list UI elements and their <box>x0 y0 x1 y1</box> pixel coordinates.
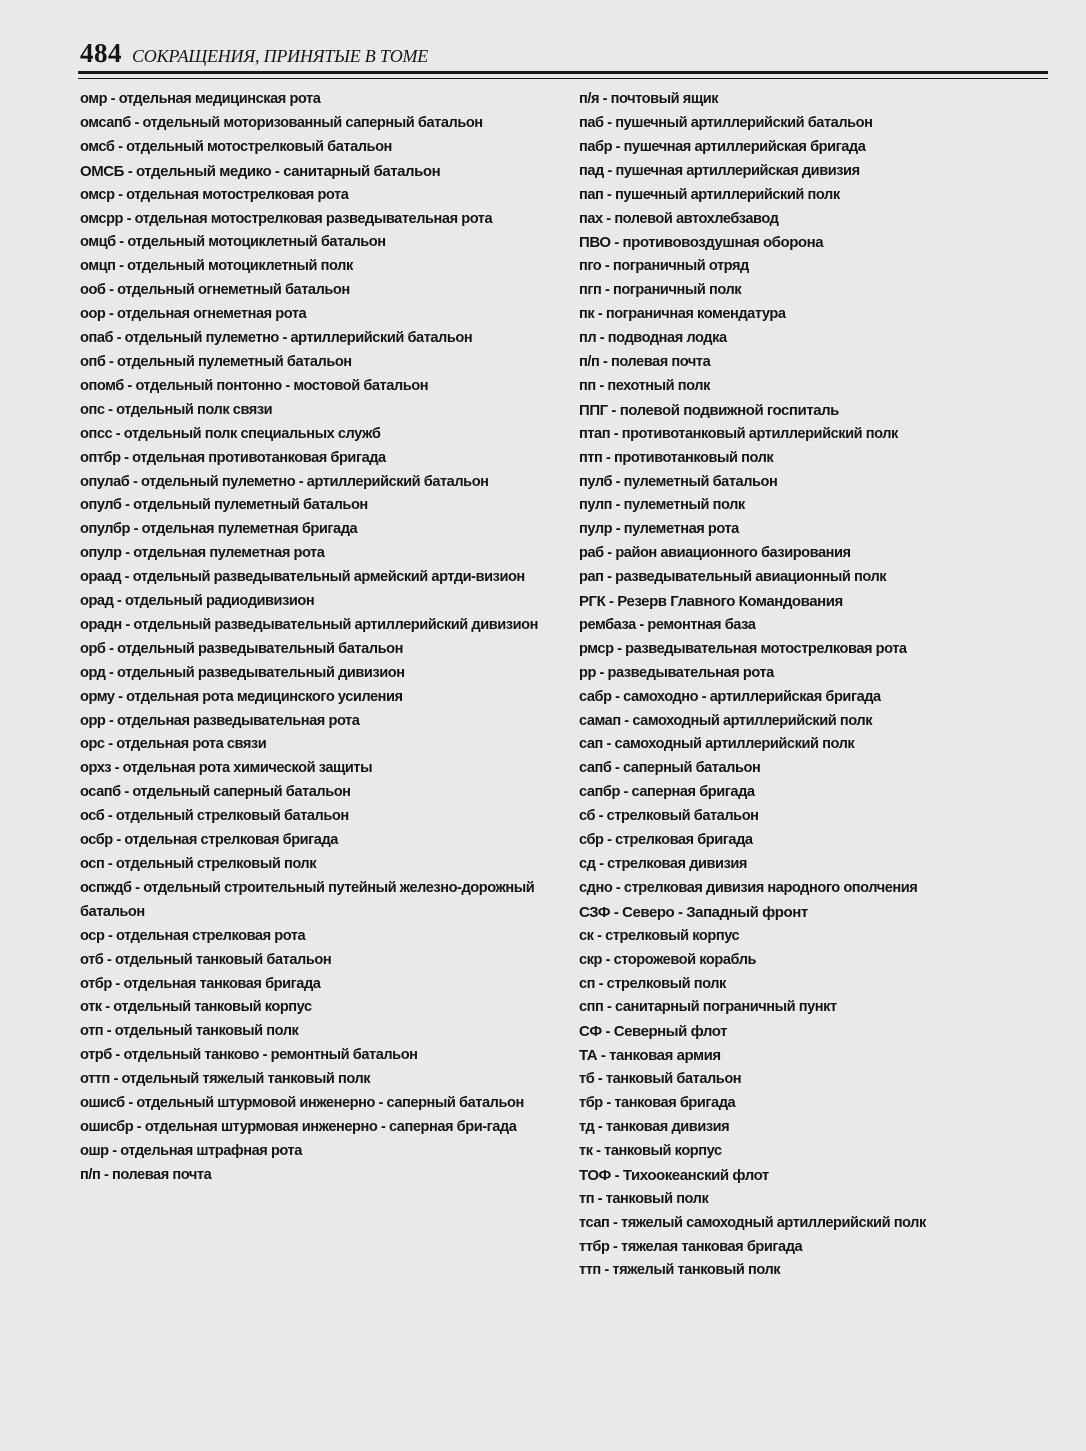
running-title: СОКРАЩЕНИЯ, ПРИНЯТЫЕ В ТОМЕ <box>132 46 429 66</box>
abbreviation-entry: оттп - отдельный тяжелый танковый полк <box>80 1071 371 1088</box>
abbreviation-entry: пабр - пушечная артиллерийская бригада <box>579 138 866 155</box>
abbreviation-entry: раб - район авиационного базирования <box>579 545 851 562</box>
abbreviation-entry: пах - полевой автохлебзавод <box>579 210 779 227</box>
abbreviation-entry: ТА - танковая армия <box>579 1047 721 1065</box>
abbreviation-entry: орадн - отдельный разведывательный артиллерийский дивизион <box>80 616 538 633</box>
abbreviation-entry: опулбр - отдельная пулеметная бригада <box>80 521 358 538</box>
abbreviation-entry: омр - отдельная медицинская рота <box>80 91 321 107</box>
abbreviation-entry: сбр - стрелковая бригада <box>579 832 753 849</box>
abbreviation-entry: п/я - почтовый ящик <box>579 91 719 107</box>
abbreviation-entry: пулб - пулеметный батальон <box>579 473 778 490</box>
abbreviation-entry: РГК - Резерв Главного Командования <box>579 593 843 611</box>
abbreviation-entry: орхз - отдельная рота химической защиты <box>80 760 373 777</box>
abbreviation-entry: ПВО - противовоздушная оборона <box>579 234 824 252</box>
left-column <box>80 88 558 1188</box>
abbreviation-entry: омцп - отдельный мотоциклетный полк <box>80 258 353 275</box>
abbreviation-entry: спп - санитарный пограничный пункт <box>579 999 837 1016</box>
abbreviation-entry: опаб - отдельный пулеметно - артиллерийский батальон <box>80 330 473 347</box>
abbreviation-entry: опсс - отдельный полк специальных служб <box>80 425 381 442</box>
abbreviation-entry: орб - отдельный разведывательный батальон <box>80 640 403 657</box>
abbreviation-entry: птп - противотанковый полк <box>579 449 774 466</box>
abbreviation-entry: сдно - стрелковая дивизия народного ополчения <box>579 879 918 896</box>
abbreviation-entry: рмср - разведывательная мотострелковая рота <box>579 640 907 657</box>
abbreviation-entry: ТОФ - Тихоокеанский флот <box>579 1166 769 1184</box>
abbreviation-entry: сапбр - саперная бригада <box>579 784 755 801</box>
abbreviation-entry: оор - отдельная огнеметная рота <box>80 306 307 323</box>
abbreviation-entry: опулр - отдельная пулеметная рота <box>80 545 325 562</box>
abbreviation-entry: пап - пушечный артиллерийский полк <box>579 186 840 203</box>
header-rule-thin <box>78 78 1048 79</box>
abbreviation-entry: тбр - танковая бригада <box>579 1095 736 1112</box>
abbreviation-entry: пгп - пограничный полк <box>579 282 742 299</box>
abbreviation-entry: паб - пушечный артиллерийский батальон <box>579 114 873 131</box>
abbreviation-entry: пп - пехотный полк <box>579 377 710 394</box>
abbreviation-entry: осп - отдельный стрелковый полк <box>80 856 317 872</box>
abbreviation-entry: тсап - тяжелый самоходный артиллерийский полк <box>579 1214 926 1231</box>
abbreviation-entry: ск - стрелковый корпус <box>579 927 740 944</box>
abbreviation-entry: сп - стрелковый полк <box>579 975 726 992</box>
abbreviation-entry: тб - танковый батальон <box>579 1071 742 1088</box>
abbreviation-entry: опомб - отдельный понтонно - мостовой батальон <box>80 377 429 394</box>
abbreviation-entry: осб - отдельный стрелковый батальон <box>80 808 349 825</box>
abbreviation-entry: рр - разведывательная рота <box>579 664 774 681</box>
abbreviation-entry: орму - отдельная рота медицинского усиления <box>80 688 403 705</box>
abbreviation-entry: сап - самоходный артиллерийский полк <box>579 736 855 753</box>
abbreviation-entry: сабр - самоходно - артиллерийская бригада <box>579 688 881 705</box>
abbreviation-entry: ораад - отдельный разведывательный армейский артди-визион <box>80 569 525 586</box>
abbreviation-entry: оспждб - отдельный строительный путейный железно-дорожный батальон <box>80 879 535 920</box>
abbreviation-entry: ошисбр - отдельная штурмовая инженерно - саперная бри-гада <box>80 1118 517 1135</box>
abbreviation-entry: опс - отдельный полк связи <box>80 401 273 418</box>
abbreviation-entry: пад - пушечная артиллерийская дивизия <box>579 162 860 179</box>
abbreviation-entry: отп - отдельный танковый полк <box>80 1023 299 1040</box>
abbreviation-entry: пго - пограничный отряд <box>579 258 749 275</box>
abbreviation-entry: пулр - пулеметная рота <box>579 521 739 538</box>
abbreviation-entry: ошр - отдельная штрафная рота <box>80 1142 302 1159</box>
abbreviation-entry: сд - стрелковая дивизия <box>579 856 747 872</box>
abbreviation-entry: скр - сторожевой корабль <box>579 951 757 968</box>
abbreviation-entry: сб - стрелковый батальон <box>579 808 759 825</box>
abbreviation-entry: отб - отдельный танковый батальон <box>80 951 332 968</box>
abbreviation-entry: омсб - отдельный мотострелковый батальон <box>80 138 392 155</box>
abbreviation-entry: орс - отдельная рота связи <box>80 736 267 753</box>
abbreviation-entry: омцб - отдельный мотоциклетный батальон <box>80 234 386 251</box>
abbreviation-entry: самап - самоходный артиллерийский полк <box>579 712 873 729</box>
abbreviation-entry: рембаза - ремонтная база <box>579 616 756 633</box>
abbreviation-entry: отрб - отдельный танково - ремонтный батальон <box>80 1047 418 1064</box>
abbreviation-entry: оср - отдельная стрелковая рота <box>80 927 306 944</box>
right-column <box>579 88 1019 1283</box>
abbreviation-entry: омсрр - отдельная мотострелковая разведывательная рота <box>80 210 493 227</box>
abbreviation-entry: ттбр - тяжелая танковая бригада <box>579 1238 803 1255</box>
abbreviation-entry: п/п - полевая почта <box>579 353 711 370</box>
abbreviation-entry: п/п - полевая почта <box>80 1166 212 1183</box>
abbreviation-entry: отк - отдельный танковый корпус <box>80 999 312 1016</box>
page-header <box>80 38 428 72</box>
header-rule-thick <box>78 71 1048 74</box>
abbreviation-entry: омср - отдельная мотострелковая рота <box>80 186 349 203</box>
abbreviation-entry: сапб - саперный батальон <box>579 760 761 777</box>
abbreviation-entry: ооб - отдельный огнеметный батальон <box>80 282 350 299</box>
abbreviation-entry: отбр - отдельная танковая бригада <box>80 975 321 992</box>
abbreviation-entry: пулп - пулеметный полк <box>579 497 745 514</box>
abbreviation-entry: омсапб - отдельный моторизованный саперный батальон <box>80 114 483 131</box>
abbreviation-entry: СЗФ - Северо - Западный фронт <box>579 903 808 921</box>
abbreviation-entry: ошисб - отдельный штурмовой инженерно - саперный батальон <box>80 1095 524 1112</box>
abbreviation-entry: тд - танковая дивизия <box>579 1118 730 1135</box>
abbreviation-entry: пл - подводная лодка <box>579 330 727 347</box>
abbreviation-entry: тп - танковый полк <box>579 1190 709 1207</box>
abbreviation-entry: осапб - отдельный саперный батальон <box>80 784 351 801</box>
abbreviation-entry: ттп - тяжелый танковый полк <box>579 1262 781 1279</box>
abbreviation-entry: ППГ - полевой подвижной госпиталь <box>579 401 839 419</box>
abbreviation-entry: СФ - Северный флот <box>579 1023 728 1041</box>
abbreviation-entry: опулб - отдельный пулеметный батальон <box>80 497 368 514</box>
abbreviation-entry: птап - противотанковый артиллерийский полк <box>579 425 898 442</box>
abbreviation-entry: опулаб - отдельный пулеметно - артиллерийский батальон <box>80 473 489 490</box>
abbreviation-entry: орд - отдельный разведывательный дивизион <box>80 664 405 681</box>
abbreviation-entry: опб - отдельный пулеметный батальон <box>80 353 352 370</box>
abbreviation-entry: тк - танковый корпус <box>579 1142 722 1159</box>
page-number: 484 <box>80 38 122 68</box>
abbreviation-entry: пк - пограничная комендатура <box>579 306 786 323</box>
abbreviation-entry: орад - отдельный радиодивизион <box>80 593 315 610</box>
abbreviation-entry: ОМСБ - отдельный медико - санитарный батальон <box>80 162 441 180</box>
abbreviation-entry: осбр - отдельная стрелковая бригада <box>80 832 338 849</box>
abbreviation-entry: рап - разведывательный авиационный полк <box>579 569 887 586</box>
abbreviation-entry: орр - отдельная разведывательная рота <box>80 712 360 729</box>
abbreviation-entry: оптбр - отдельная противотанковая бригада <box>80 449 386 466</box>
